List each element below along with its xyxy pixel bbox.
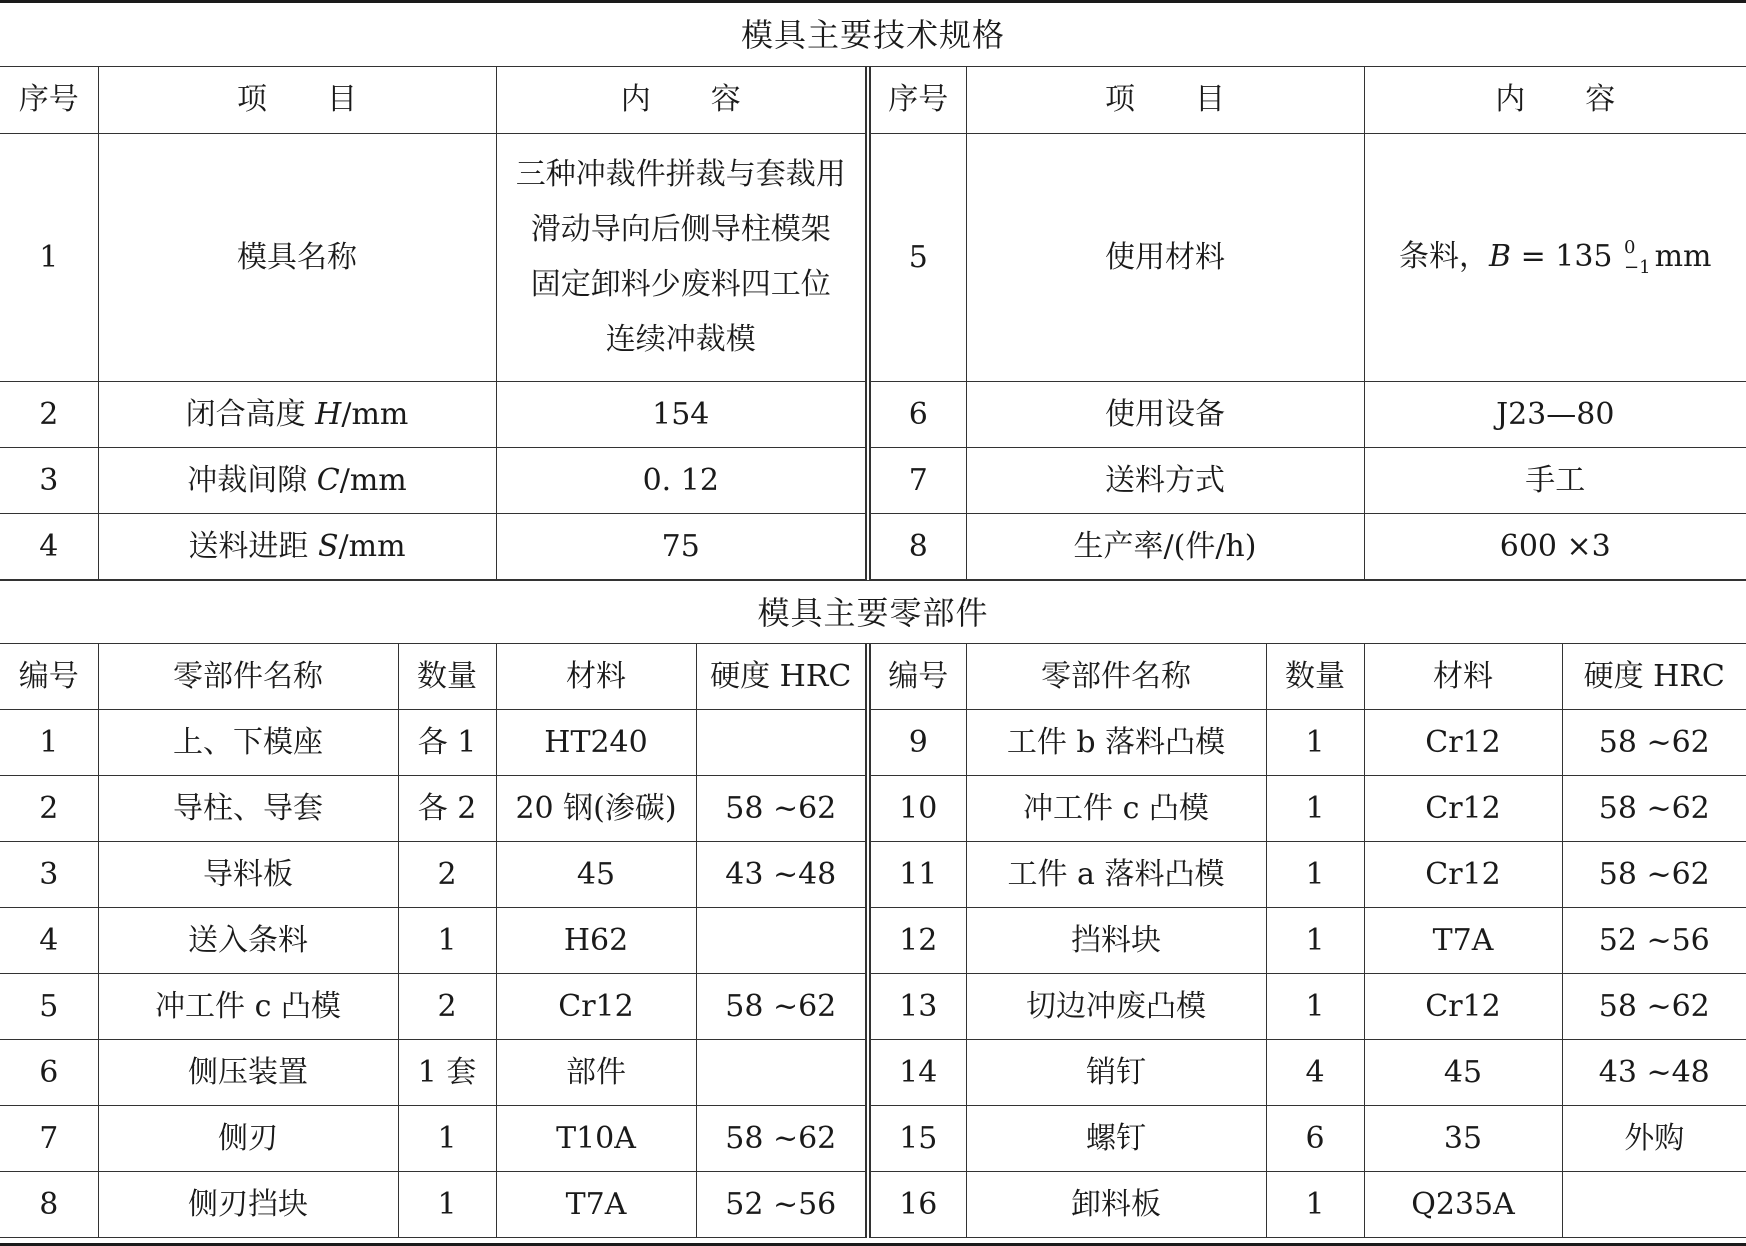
- item-var: C: [316, 462, 340, 498]
- part-name-left: 侧刃挡块: [98, 1172, 398, 1238]
- part-name-left: 侧压装置: [98, 1040, 398, 1106]
- spec-item-closed-height: [98, 381, 496, 447]
- mold-name-line-3: 固定卸料少废料四工位: [530, 267, 831, 302]
- item-prefix: 送料进距: [188, 528, 318, 564]
- part-material-right: 35: [1364, 1106, 1562, 1172]
- tolerance-lower: −1: [1624, 256, 1651, 278]
- part-name-right: 切边冲废凸模: [966, 974, 1266, 1040]
- spec-no-7: 7: [868, 447, 966, 513]
- part-name-right: 工件 a 落料凸模: [966, 842, 1266, 908]
- spec-no-4: 4: [0, 513, 98, 579]
- spec-content-material: [1364, 133, 1746, 381]
- spec-header-no-left: 序号: [0, 67, 98, 133]
- part-no-left: 5: [0, 974, 98, 1040]
- spec-item-clearance: [98, 447, 496, 513]
- part-no-left: 1: [0, 710, 98, 776]
- part-qty-left: 各 2: [398, 776, 496, 842]
- part-material-right: Cr12: [1364, 710, 1562, 776]
- part-hardness-left: [696, 710, 868, 776]
- spec-header-item-left: 项 目: [98, 67, 496, 133]
- part-name-left: 导料板: [98, 842, 398, 908]
- part-hardness-left: 43 ~48: [696, 842, 868, 908]
- parts-header-row: [0, 644, 1746, 710]
- material-width: = 135: [1511, 238, 1623, 274]
- table-row: [0, 908, 1746, 974]
- part-no-right: 15: [868, 1106, 966, 1172]
- part-no-right: 12: [868, 908, 966, 974]
- spec-item-productivity: 生产率/(件/h): [966, 513, 1364, 579]
- part-name-left: 导柱、导套: [98, 776, 398, 842]
- mold-name-line-1: 三种冲裁件拼裁与套裁用: [515, 157, 846, 192]
- part-no-left: 8: [0, 1172, 98, 1238]
- spec-table: [0, 67, 1746, 580]
- tolerance-upper: 0: [1624, 236, 1636, 258]
- parts-header-name-right: 零部件名称: [966, 644, 1266, 710]
- part-material-left: 45: [496, 842, 696, 908]
- spec-item-feed-mode: 送料方式: [966, 447, 1364, 513]
- part-no-left: 4: [0, 908, 98, 974]
- part-no-left: 2: [0, 776, 98, 842]
- table-row: [0, 710, 1746, 776]
- spec-item-mold-name: 模具名称: [98, 133, 496, 381]
- part-qty-right: 1: [1266, 908, 1364, 974]
- part-hardness-left: 58 ~62: [696, 974, 868, 1040]
- parts-header-material-left: 材料: [496, 644, 696, 710]
- part-no-left: 3: [0, 842, 98, 908]
- item-var: H: [315, 396, 342, 432]
- part-material-left: Cr12: [496, 974, 696, 1040]
- part-qty-left: 1 套: [398, 1040, 496, 1106]
- spec-no-2: 2: [0, 381, 98, 447]
- part-name-left: 侧刃: [98, 1106, 398, 1172]
- part-qty-left: 1: [398, 1172, 496, 1238]
- part-material-right: Cr12: [1364, 776, 1562, 842]
- material-prefix: 条料，: [1398, 238, 1489, 274]
- part-qty-left: 2: [398, 842, 496, 908]
- item-prefix: 冲裁间隙: [187, 462, 317, 498]
- part-no-right: 13: [868, 974, 966, 1040]
- spec-no-6: 6: [868, 381, 966, 447]
- part-qty-right: 4: [1266, 1040, 1364, 1106]
- spec-header-no-right: 序号: [868, 67, 966, 133]
- spec-row-3: [0, 447, 1746, 513]
- spec-section-title: 模具主要技术规格: [0, 3, 1746, 67]
- parts-header-no-left: 编号: [0, 644, 98, 710]
- part-material-right: Q235A: [1364, 1172, 1562, 1238]
- part-material-right: 45: [1364, 1040, 1562, 1106]
- spec-no-3: 3: [0, 447, 98, 513]
- part-name-left: 送入条料: [98, 908, 398, 974]
- part-no-left: 6: [0, 1040, 98, 1106]
- part-hardness-left: 58 ~62: [696, 1106, 868, 1172]
- part-name-right: 销钉: [966, 1040, 1266, 1106]
- part-hardness-left: [696, 1040, 868, 1106]
- part-material-left: 部件: [496, 1040, 696, 1106]
- item-suffix: /mm: [338, 528, 406, 564]
- item-var: S: [317, 528, 339, 564]
- part-material-right: T7A: [1364, 908, 1562, 974]
- part-material-left: H62: [496, 908, 696, 974]
- part-qty-left: 各 1: [398, 710, 496, 776]
- part-name-left: 上、下模座: [98, 710, 398, 776]
- part-qty-left: 2: [398, 974, 496, 1040]
- part-hardness-right: 58 ~62: [1562, 710, 1746, 776]
- part-hardness-right: 43 ~48: [1562, 1040, 1746, 1106]
- part-no-right: 14: [868, 1040, 966, 1106]
- spec-row-1: [0, 133, 1746, 381]
- part-name-right: 螺钉: [966, 1106, 1266, 1172]
- parts-header-no-right: 编号: [868, 644, 966, 710]
- part-hardness-right: 52 ~56: [1562, 908, 1746, 974]
- parts-header-hardness-right: 硬度 HRC: [1562, 644, 1746, 710]
- table-row: [0, 842, 1746, 908]
- spec-row-4: [0, 513, 1746, 579]
- part-name-right: 冲工件 c 凸模: [966, 776, 1266, 842]
- spec-header-content-left: 内 容: [496, 67, 868, 133]
- spec-no-1: 1: [0, 133, 98, 381]
- part-hardness-right: 58 ~62: [1562, 776, 1746, 842]
- material-unit: mm: [1654, 238, 1712, 274]
- part-name-right: 卸料板: [966, 1172, 1266, 1238]
- spec-content-productivity: 600 ×3: [1364, 513, 1746, 579]
- spec-no-5: 5: [868, 133, 966, 381]
- part-no-right: 9: [868, 710, 966, 776]
- parts-body: [0, 710, 1746, 1238]
- spec-content-clearance: 0. 12: [496, 447, 868, 513]
- item-suffix: /mm: [341, 396, 409, 432]
- part-qty-right: 1: [1266, 710, 1364, 776]
- table-row: [0, 1106, 1746, 1172]
- part-hardness-left: [696, 908, 868, 974]
- part-hardness-left: 52 ~56: [696, 1172, 868, 1238]
- mold-name-line-2: 滑动导向后侧导柱模架: [530, 212, 831, 247]
- tolerance: [1624, 238, 1651, 278]
- item-suffix: /mm: [339, 462, 407, 498]
- table-row: [0, 1172, 1746, 1238]
- part-qty-right: 6: [1266, 1106, 1364, 1172]
- part-hardness-right: 外购: [1562, 1106, 1746, 1172]
- part-qty-left: 1: [398, 1106, 496, 1172]
- part-material-left: HT240: [496, 710, 696, 776]
- part-qty-left: 1: [398, 908, 496, 974]
- parts-header-name-left: 零部件名称: [98, 644, 398, 710]
- part-no-right: 10: [868, 776, 966, 842]
- part-name-left: 冲工件 c 凸模: [98, 974, 398, 1040]
- part-hardness-right: 58 ~62: [1562, 842, 1746, 908]
- spec-row-2: [0, 381, 1746, 447]
- parts-header-hardness-left: 硬度 HRC: [696, 644, 868, 710]
- spec-item-material: 使用材料: [966, 133, 1364, 381]
- part-material-right: Cr12: [1364, 842, 1562, 908]
- part-qty-right: 1: [1266, 974, 1364, 1040]
- spec-item-feed-pitch: [98, 513, 496, 579]
- parts-header-material-right: 材料: [1364, 644, 1562, 710]
- spec-item-equipment: 使用设备: [966, 381, 1364, 447]
- spec-content-closed-height: 154: [496, 381, 868, 447]
- part-qty-right: 1: [1266, 776, 1364, 842]
- part-no-left: 7: [0, 1106, 98, 1172]
- spec-content-feed-mode: 手工: [1364, 447, 1746, 513]
- part-name-right: 工件 b 落料凸模: [966, 710, 1266, 776]
- table-row: [0, 1040, 1746, 1106]
- part-name-right: 挡料块: [966, 908, 1266, 974]
- parts-header-qty-left: 数量: [398, 644, 496, 710]
- part-material-right: Cr12: [1364, 974, 1562, 1040]
- part-qty-right: 1: [1266, 1172, 1364, 1238]
- part-material-left: T10A: [496, 1106, 696, 1172]
- part-no-right: 11: [868, 842, 966, 908]
- parts-header-qty-right: 数量: [1266, 644, 1364, 710]
- mold-name-line-4: 连续冲裁模: [605, 322, 756, 357]
- spec-header-content-right: 内 容: [1364, 67, 1746, 133]
- spec-header-row: [0, 67, 1746, 133]
- part-material-left: T7A: [496, 1172, 696, 1238]
- material-var-b: B: [1488, 238, 1512, 274]
- table-row: [0, 776, 1746, 842]
- spec-content-mold-name: [496, 133, 868, 381]
- spec-no-8: 8: [868, 513, 966, 579]
- spec-header-item-right: 项 目: [966, 67, 1364, 133]
- part-hardness-right: [1562, 1172, 1746, 1238]
- spec-content-feed-pitch: 75: [496, 513, 868, 579]
- spec-content-equipment: J23—80: [1364, 381, 1746, 447]
- parts-section-title: 模具主要零部件: [0, 580, 1746, 644]
- part-no-right: 16: [868, 1172, 966, 1238]
- part-hardness-right: 58 ~62: [1562, 974, 1746, 1040]
- part-material-left: 20 钢(渗碳): [496, 776, 696, 842]
- table-row: [0, 974, 1746, 1040]
- item-prefix: 闭合高度: [185, 396, 316, 432]
- part-qty-right: 1: [1266, 842, 1364, 908]
- part-hardness-left: 58 ~62: [696, 776, 868, 842]
- parts-table: [0, 644, 1746, 1239]
